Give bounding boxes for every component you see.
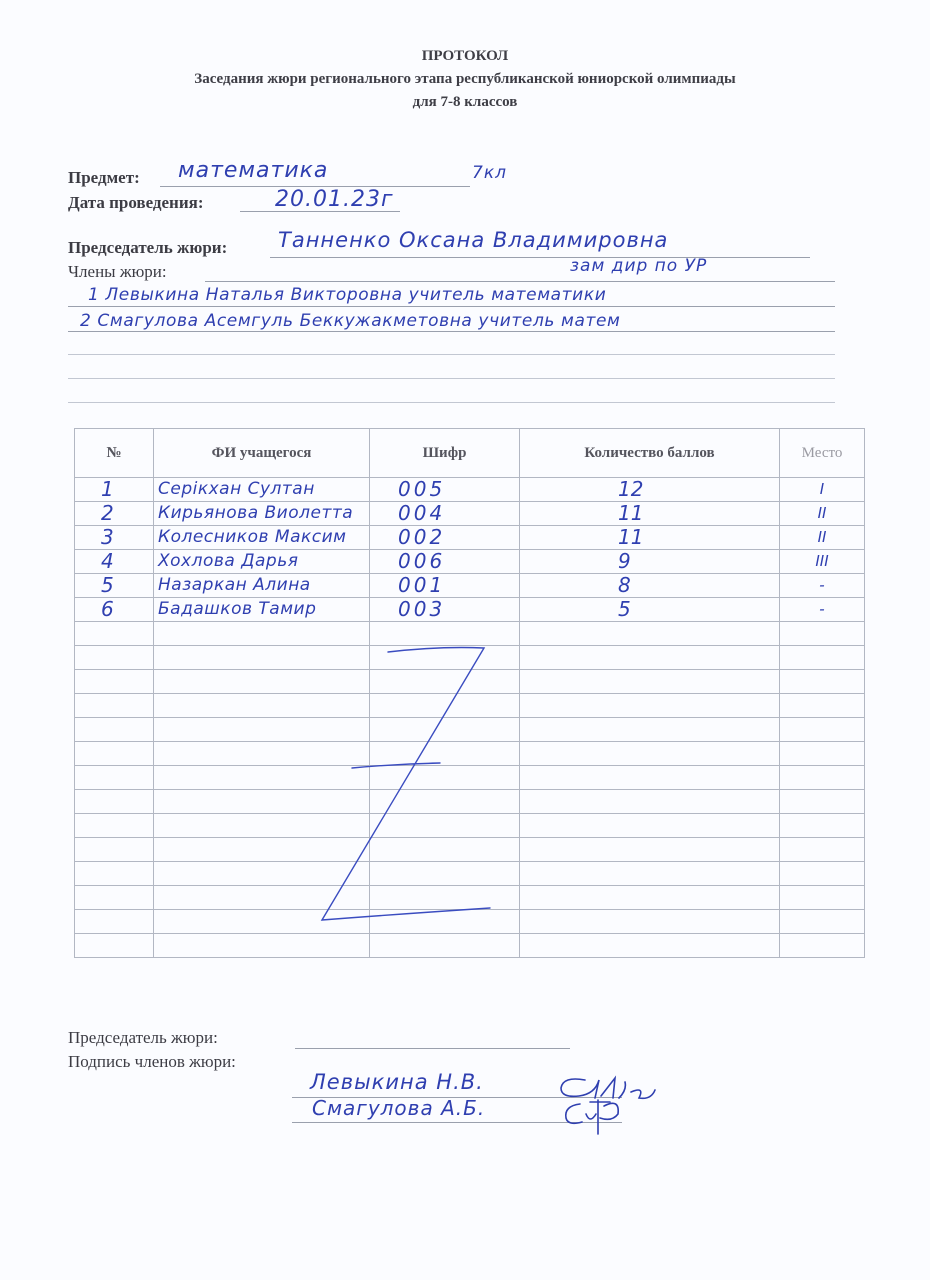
student-code: 001 bbox=[370, 574, 520, 598]
member-signature-1-name: Левыкина Н.В. bbox=[310, 1070, 484, 1094]
empty-cell bbox=[154, 910, 370, 934]
empty-cell bbox=[154, 742, 370, 766]
results-table bbox=[74, 428, 865, 958]
empty-cell bbox=[370, 886, 520, 910]
empty-cell bbox=[780, 790, 865, 814]
student-name: Бадашков Тамир bbox=[154, 598, 370, 622]
empty-table-row bbox=[75, 742, 865, 766]
empty-cell bbox=[780, 910, 865, 934]
empty-cell bbox=[154, 934, 370, 958]
empty-cell bbox=[370, 646, 520, 670]
student-score: 9 bbox=[520, 550, 780, 574]
empty-cell bbox=[370, 838, 520, 862]
empty-cell bbox=[520, 862, 780, 886]
date-label: Дата проведения: bbox=[68, 193, 204, 212]
document-title: ПРОТОКОЛ bbox=[421, 48, 509, 64]
empty-cell bbox=[780, 886, 865, 910]
student-score: 12 bbox=[520, 478, 780, 502]
subject-label: Предмет: bbox=[68, 168, 140, 187]
empty-cell bbox=[370, 742, 520, 766]
student-name: Хохлова Дарья bbox=[154, 550, 370, 574]
table-row bbox=[75, 550, 865, 574]
student-code: 004 bbox=[370, 502, 520, 526]
empty-cell bbox=[370, 910, 520, 934]
empty-table-row bbox=[75, 862, 865, 886]
table-row bbox=[75, 598, 865, 622]
document-subtitle: Заседания жюри регионального этапа республиканской юниорской олимпиады bbox=[194, 71, 736, 87]
members-underline bbox=[205, 281, 835, 282]
header-number: № bbox=[75, 429, 154, 478]
empty-cell bbox=[75, 622, 154, 646]
empty-table-row bbox=[75, 670, 865, 694]
student-score: 11 bbox=[520, 502, 780, 526]
student-code: 003 bbox=[370, 598, 520, 622]
student-place: - bbox=[780, 598, 865, 622]
date-value: 20.01.23г bbox=[275, 187, 394, 212]
table-row bbox=[75, 502, 865, 526]
empty-table-row bbox=[75, 718, 865, 742]
empty-cell bbox=[780, 718, 865, 742]
empty-cell bbox=[520, 646, 780, 670]
empty-cell bbox=[370, 790, 520, 814]
chair-label: Председатель жюри: bbox=[68, 238, 228, 257]
empty-cell bbox=[520, 622, 780, 646]
row-number: 5 bbox=[75, 574, 154, 598]
empty-cell bbox=[520, 670, 780, 694]
empty-cell bbox=[780, 694, 865, 718]
empty-cell bbox=[370, 934, 520, 958]
chair-value: Танненко Оксана Владимировна bbox=[278, 228, 669, 252]
members-signature-label: Подпись членов жюри: bbox=[68, 1052, 236, 1071]
empty-cell bbox=[780, 766, 865, 790]
empty-cell bbox=[75, 934, 154, 958]
empty-cell bbox=[520, 790, 780, 814]
student-place: III bbox=[780, 550, 865, 574]
chair-underline bbox=[270, 257, 810, 258]
empty-table-row bbox=[75, 910, 865, 934]
row-number: 2 bbox=[75, 502, 154, 526]
empty-cell bbox=[370, 862, 520, 886]
empty-cell bbox=[520, 910, 780, 934]
table-row bbox=[75, 574, 865, 598]
empty-cell bbox=[75, 694, 154, 718]
empty-cell bbox=[75, 718, 154, 742]
member-line-4 bbox=[68, 378, 835, 379]
student-name: Кирьянова Виолетта bbox=[154, 502, 370, 526]
empty-cell bbox=[154, 862, 370, 886]
empty-cell bbox=[520, 694, 780, 718]
member-line-1 bbox=[68, 306, 835, 307]
empty-table-row bbox=[75, 622, 865, 646]
empty-cell bbox=[780, 670, 865, 694]
empty-cell bbox=[75, 742, 154, 766]
empty-cell bbox=[154, 790, 370, 814]
empty-cell bbox=[75, 790, 154, 814]
row-number: 3 bbox=[75, 526, 154, 550]
empty-table-row bbox=[75, 694, 865, 718]
empty-cell bbox=[75, 910, 154, 934]
empty-cell bbox=[520, 718, 780, 742]
empty-cell bbox=[520, 838, 780, 862]
student-place: II bbox=[780, 526, 865, 550]
empty-cell bbox=[520, 742, 780, 766]
student-name: Серікхан Султан bbox=[154, 478, 370, 502]
empty-cell bbox=[520, 934, 780, 958]
empty-cell bbox=[154, 838, 370, 862]
empty-cell bbox=[780, 862, 865, 886]
empty-cell bbox=[75, 814, 154, 838]
empty-cell bbox=[154, 886, 370, 910]
empty-cell bbox=[780, 814, 865, 838]
empty-cell bbox=[75, 838, 154, 862]
header-score: Количество баллов bbox=[520, 429, 780, 478]
empty-table-row bbox=[75, 646, 865, 670]
empty-cell bbox=[370, 622, 520, 646]
empty-cell bbox=[780, 934, 865, 958]
member-signature-2-mark bbox=[560, 1094, 640, 1138]
empty-table-row bbox=[75, 766, 865, 790]
member-2: 2 Смагулова Асемгуль Беккужакметовна учитель матем bbox=[80, 311, 621, 331]
empty-cell bbox=[520, 886, 780, 910]
empty-cell bbox=[370, 814, 520, 838]
empty-table-row bbox=[75, 934, 865, 958]
empty-cell bbox=[154, 814, 370, 838]
empty-cell bbox=[154, 622, 370, 646]
empty-cell bbox=[75, 766, 154, 790]
empty-table-row bbox=[75, 814, 865, 838]
row-number: 6 bbox=[75, 598, 154, 622]
student-score: 5 bbox=[520, 598, 780, 622]
empty-cell bbox=[154, 766, 370, 790]
members-label: Члены жюри: bbox=[68, 262, 167, 281]
header-place: Место bbox=[780, 429, 865, 478]
row-number: 4 bbox=[75, 550, 154, 574]
member-line-3 bbox=[68, 354, 835, 355]
document-subtitle-classes: для 7-8 классов bbox=[412, 94, 518, 110]
subject-grade-note: 7кл bbox=[472, 163, 507, 183]
table-row bbox=[75, 526, 865, 550]
student-name: Назаркан Алина bbox=[154, 574, 370, 598]
header-student-name: ФИ учащегося bbox=[154, 429, 370, 478]
empty-cell bbox=[154, 646, 370, 670]
empty-cell bbox=[75, 862, 154, 886]
empty-table-row bbox=[75, 838, 865, 862]
table-row bbox=[75, 478, 865, 502]
member-line-2 bbox=[68, 331, 835, 332]
empty-cell bbox=[780, 646, 865, 670]
table-header-row bbox=[75, 429, 865, 478]
chair-signature-line bbox=[295, 1048, 570, 1049]
empty-cell bbox=[370, 718, 520, 742]
student-code: 002 bbox=[370, 526, 520, 550]
empty-cell bbox=[75, 670, 154, 694]
empty-cell bbox=[370, 694, 520, 718]
student-score: 11 bbox=[520, 526, 780, 550]
empty-cell bbox=[154, 670, 370, 694]
empty-cell bbox=[75, 886, 154, 910]
empty-cell bbox=[520, 814, 780, 838]
member-1: 1 Левыкина Наталья Викторовна учитель математики bbox=[88, 285, 607, 305]
member-line-5 bbox=[68, 402, 835, 403]
empty-table-row bbox=[75, 790, 865, 814]
member-signature-2-name: Смагулова А.Б. bbox=[312, 1096, 486, 1120]
empty-cell bbox=[370, 766, 520, 790]
student-score: 8 bbox=[520, 574, 780, 598]
student-place: II bbox=[780, 502, 865, 526]
row-number: 1 bbox=[75, 478, 154, 502]
student-place: I bbox=[780, 478, 865, 502]
empty-cell bbox=[370, 670, 520, 694]
chair-position: зам дир по УР bbox=[570, 256, 708, 276]
empty-cell bbox=[154, 718, 370, 742]
chair-signature-label: Председатель жюри: bbox=[68, 1028, 218, 1047]
empty-cell bbox=[520, 766, 780, 790]
student-code: 005 bbox=[370, 478, 520, 502]
empty-cell bbox=[780, 742, 865, 766]
empty-cell bbox=[780, 838, 865, 862]
header-code: Шифр bbox=[370, 429, 520, 478]
student-code: 006 bbox=[370, 550, 520, 574]
student-name: Колесников Максим bbox=[154, 526, 370, 550]
student-place: - bbox=[780, 574, 865, 598]
empty-cell bbox=[75, 646, 154, 670]
empty-cell bbox=[154, 694, 370, 718]
subject-value: математика bbox=[178, 158, 329, 183]
empty-table-row bbox=[75, 886, 865, 910]
empty-cell bbox=[780, 622, 865, 646]
